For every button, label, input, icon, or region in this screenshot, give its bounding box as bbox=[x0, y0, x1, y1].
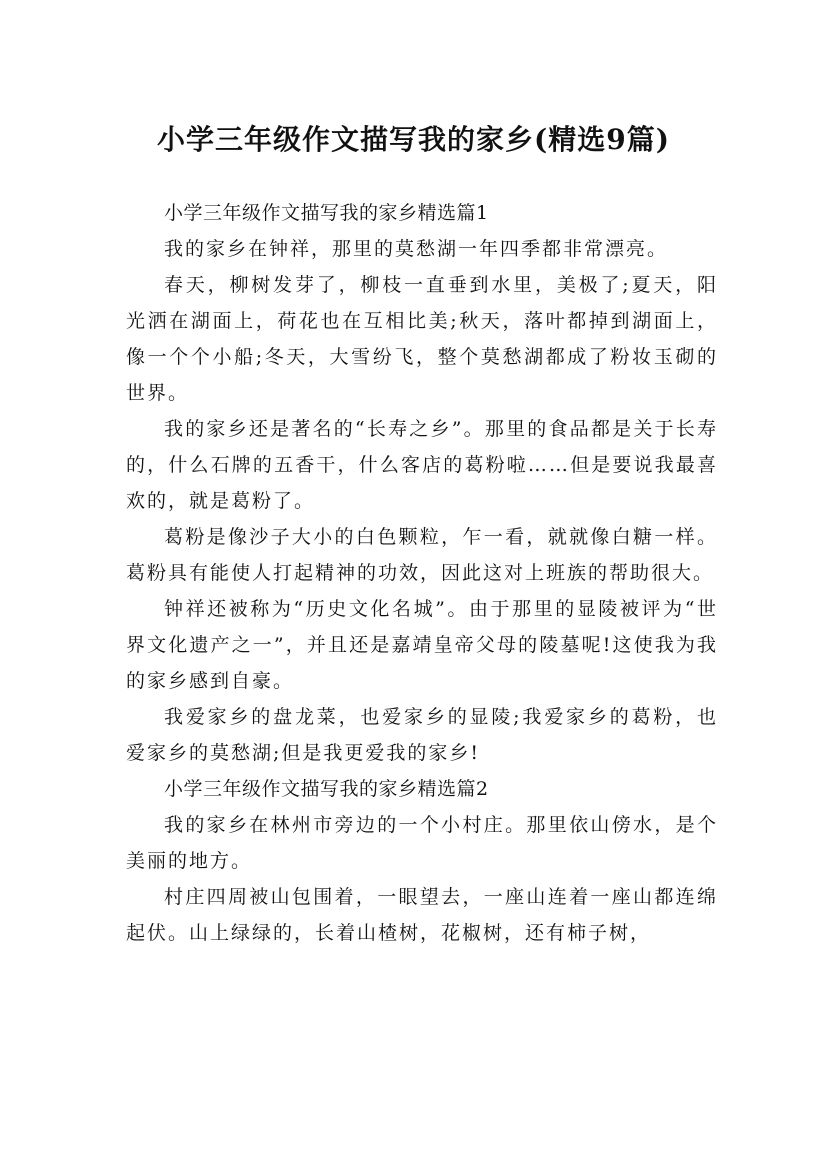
paragraph: 春天，柳树发芽了，柳枝一直垂到水里，美极了;夏天，阳光洒在湖面上，荷花也在互相比美;秋天，落叶都掉到湖面上，像一个个小船;冬天，大雪纷飞，整个莫愁湖都成了粉妆玉砌的世界。 bbox=[126, 274, 718, 404]
paragraph: 我爱家乡的盘龙菜，也爱家乡的显陵;我爱家乡的葛粉，也爱家乡的莫愁湖;但是我更爱我的家乡! bbox=[126, 706, 718, 764]
section-heading-2: 小学三年级作文描写我的家乡精选篇2 bbox=[164, 778, 489, 800]
paragraph: 我的家乡在钟祥，那里的莫愁湖一年四季都非常漂亮。 bbox=[164, 238, 669, 260]
paragraph: 葛粉是像沙子大小的白色颗粒，乍一看，就就像白糖一样。葛粉具有能使人打起精神的功效，因此这对上班族的帮助很大。 bbox=[126, 526, 718, 584]
article-body bbox=[126, 195, 718, 951]
paragraph: 村庄四周被山包围着，一眼望去，一座山连着一座山都连绵起伏。山上绿绿的，长着山楂树，花椒树，还有柿子树， bbox=[126, 886, 718, 944]
page-title: 小学三年级作文描写我的家乡(精选9篇) bbox=[157, 122, 670, 156]
paragraph: 我的家乡在林州市旁边的一个小村庄。那里依山傍水，是个美丽的地方。 bbox=[126, 814, 718, 872]
paragraph: 我的家乡还是著名的“长寿之乡”。那里的食品都是关于长寿的，什么石牌的五香干，什么客店的葛粉啦……但是要说我最喜欢的，就是葛粉了。 bbox=[126, 418, 718, 512]
section-heading-1: 小学三年级作文描写我的家乡精选篇1 bbox=[164, 202, 489, 224]
paragraph: 钟祥还被称为“历史文化名城”。由于那里的显陵被评为“世界文化遗产之一”，并且还是嘉靖皇帝父母的陵墓呢!这使我为我的家乡感到自豪。 bbox=[126, 598, 718, 692]
